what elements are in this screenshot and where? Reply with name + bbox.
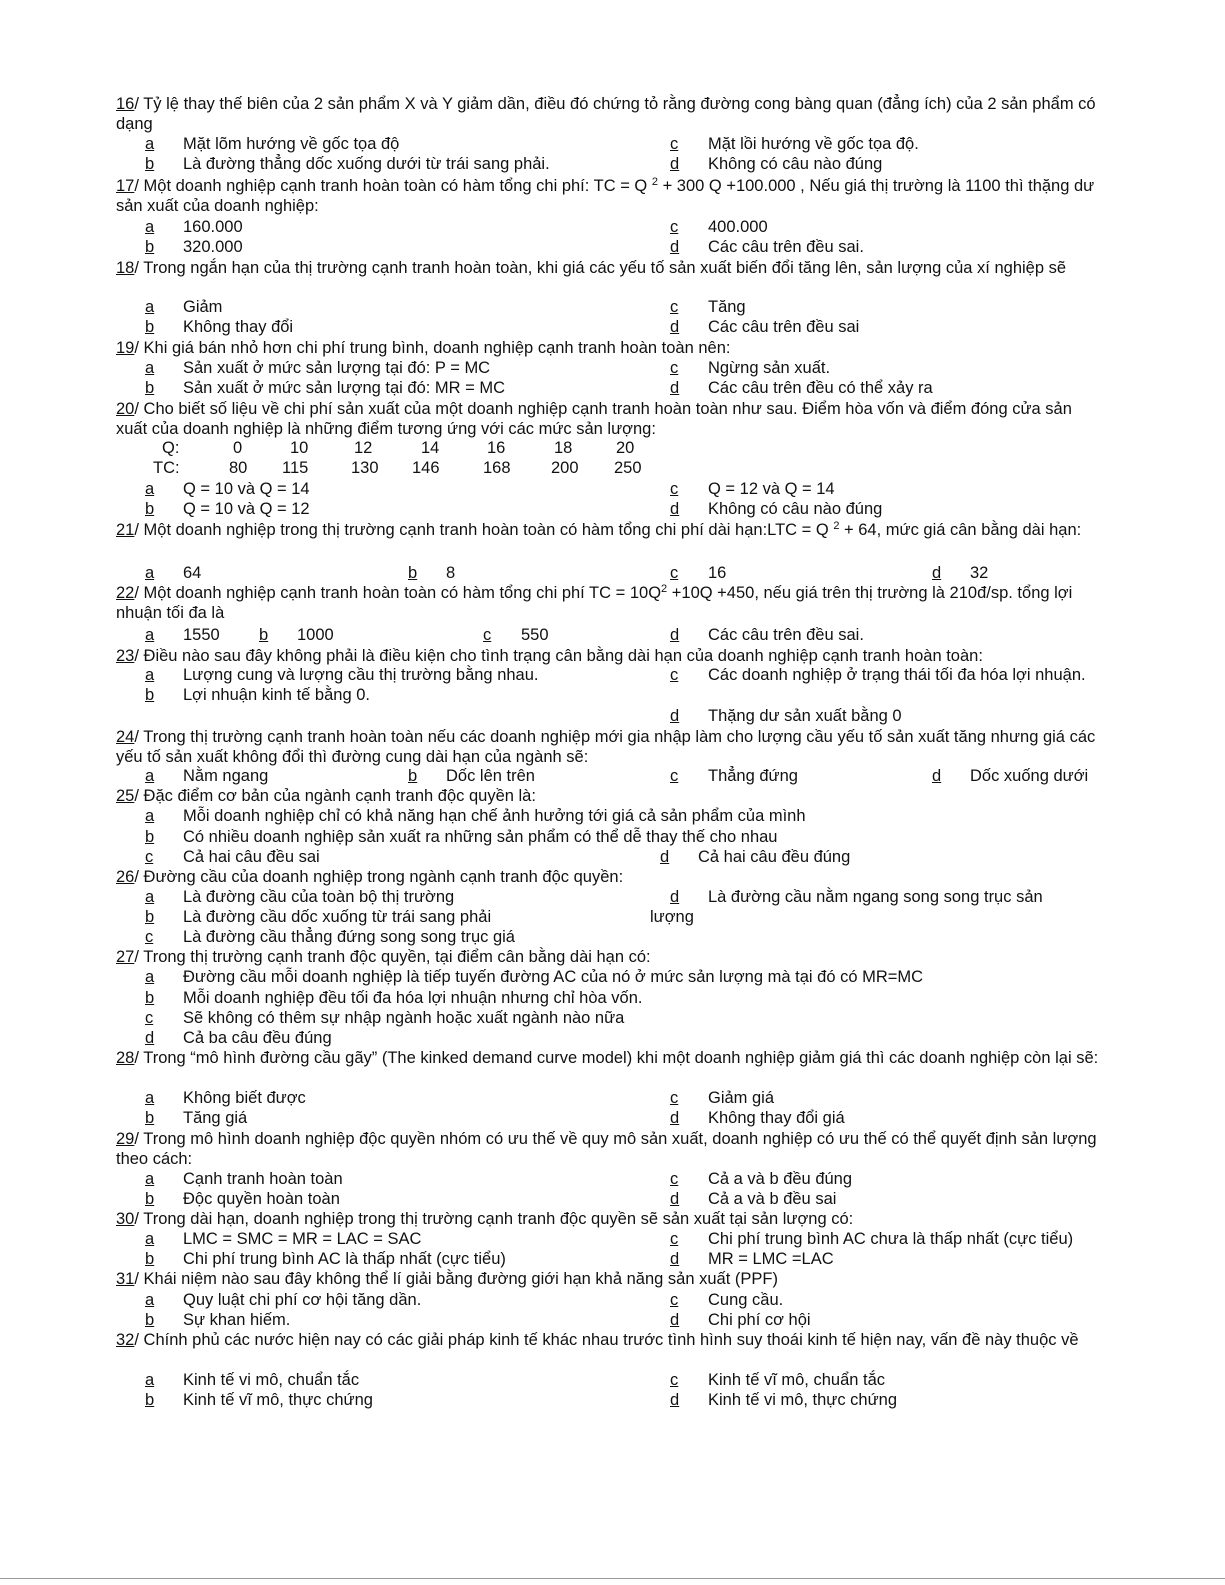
option-30d[interactable]: d MR = LMC =LAC — [670, 1250, 834, 1268]
option-32b[interactable]: b Kinh tế vĩ mô, thực chứng — [145, 1391, 373, 1409]
tc-value: 200 — [551, 459, 579, 477]
option-28c[interactable]: c Giảm giá — [670, 1089, 775, 1107]
option-21d[interactable]: d 32 — [932, 564, 989, 582]
option-22c[interactable]: c 550 — [483, 626, 549, 644]
option-26c[interactable]: c Là đường cầu thẳng đứng song song trục giá — [145, 928, 515, 946]
option-31a[interactable]: a Quy luật chi phí cơ hội tăng dần. — [145, 1291, 422, 1309]
option-25d[interactable]: d Cả hai câu đều đúng — [660, 848, 851, 866]
question-18: 18/ Trong ngắn hạn của thị trường cạnh tranh hoàn toàn, khi giá các yếu tố sản xuất biến đổi tăng lên, sản lượng của xí nghiệp sẽ — [116, 259, 1067, 277]
tc-value: 168 — [483, 459, 511, 477]
option-22b[interactable]: b 1000 — [259, 626, 334, 644]
option-20b[interactable]: b Q = 10 và Q = 12 — [145, 500, 310, 518]
option-16d[interactable]: d Không có câu nào đúng — [670, 155, 883, 173]
option-24c[interactable]: c Thẳng đứng — [670, 767, 798, 785]
option-25b[interactable]: b Có nhiều doanh nghiệp sản xuất ra những sản phẩm có thể dễ thay thế cho nhau — [145, 828, 778, 846]
option-18a[interactable]: a Giảm — [145, 298, 223, 316]
option-26d-wrap: lượng — [650, 908, 694, 926]
option-24a[interactable]: a Nằm ngang — [145, 767, 269, 785]
option-30a[interactable]: a LMC = SMC = MR = LAC = SAC — [145, 1230, 422, 1248]
option-21b[interactable]: b 8 — [408, 564, 456, 582]
option-20d[interactable]: d Không có câu nào đúng — [670, 500, 883, 518]
option-27d[interactable]: d Cả ba câu đều đúng — [145, 1029, 332, 1047]
option-30c[interactable]: c Chi phí trung bình AC chưa là thấp nhất (cực tiểu) — [670, 1230, 1074, 1248]
tc-value: 130 — [351, 459, 379, 477]
question-24: 24/ Trong thị trường cạnh tranh hoàn toàn nếu các doanh nghiệp mới gia nhập làm cho lượng cầu yếu tố sản xuất tăng nhưng giá các yếu tố sản xuất không đổi thì đường cung dài hạn của ngành sẽ: — [116, 728, 1096, 766]
option-20c[interactable]: c Q = 12 và Q = 14 — [670, 480, 835, 498]
question-32: 32/ Chính phủ các nước hiện nay có các giải pháp kinh tế khác nhau trước tình hình suy thoái kinh tế hiện nay, vấn đề này thuộc về — [116, 1331, 1079, 1349]
question-22: 22/ Một doanh nghiệp cạnh tranh hoàn toàn có hàm tổng chi phí TC = $10Q^2 +10Q +450$, nếu giá trên thị trường là 210đ/sp. tổng lợi nhuận tối đa là — [116, 583, 1073, 622]
option-29a[interactable]: a Cạnh tranh hoàn toàn — [145, 1170, 343, 1188]
option-26d[interactable]: d Là đường cầu nằm ngang song song trục sản — [670, 888, 1043, 906]
option-19d[interactable]: d Các câu trên đều có thể xảy ra — [670, 379, 933, 397]
option-22a[interactable]: a 1550 — [145, 626, 220, 644]
question-31: 31/ Khái niệm nào sau đây không thể lí giải bằng đường giới hạn khả năng sản xuất (PPF) — [116, 1270, 778, 1288]
question-30: 30/ Trong dài hạn, doanh nghiệp trong thị trường cạnh tranh độc quyền sẽ sản xuất tại sản lượng có: — [116, 1210, 854, 1228]
tc-value: 115 — [282, 459, 309, 477]
option-27b[interactable]: b Mỗi doanh nghiệp đều tối đa hóa lợi nhuận nhưng chỉ hòa vốn. — [145, 989, 643, 1007]
question-27: 27/ Trong thị trường cạnh tranh độc quyền, tại điểm cân bằng dài hạn có: — [116, 948, 651, 966]
option-32a[interactable]: a Kinh tế vi mô, chuẩn tắc — [145, 1371, 360, 1389]
option-27c[interactable]: c Sẽ không có thêm sự nhập ngành hoặc xuất ngành nào nữa — [145, 1009, 625, 1027]
option-31d[interactable]: d Chi phí cơ hội — [670, 1311, 811, 1329]
option-23b[interactable]: b Lợi nhuận kinh tế bằng 0. — [145, 686, 370, 704]
question-26: 26/ Đường cầu của doanh nghiệp trong ngành cạnh tranh độc quyền: — [116, 868, 624, 886]
option-28a[interactable]: a Không biết được — [145, 1089, 306, 1107]
option-16a[interactable]: a Mặt lõm hướng về gốc tọa độ — [145, 135, 400, 153]
option-27a[interactable]: a Đường cầu mỗi doanh nghiệp là tiếp tuyến đường AC của nó ở mức sản lượng mà tại đó có MR=MC — [145, 968, 924, 986]
option-28d[interactable]: d Không thay đổi giá — [670, 1109, 845, 1127]
question-25: 25/ Đặc điểm cơ bản của ngành cạnh tranh độc quyền là: — [116, 787, 536, 805]
option-17c[interactable]: c 400.000 — [670, 218, 768, 236]
question-21: 21/ Một doanh nghiệp trong thị trường cạnh tranh hoàn toàn có hàm tổng chi phí dài hạn:LTC = Q $^2$ + 64, mức giá cân bằng dài hạn: — [116, 520, 1082, 539]
q-label: Q: — [162, 439, 180, 457]
option-24b[interactable]: b Dốc lên trên — [408, 767, 535, 785]
option-21c[interactable]: c 16 — [670, 564, 727, 582]
option-26a[interactable]: a Là đường cầu của toàn bộ thị trường — [145, 888, 455, 906]
option-23d[interactable]: d Thặng dư sản xuất bằng 0 — [670, 707, 902, 725]
option-16b[interactable]: b Là đường thẳng dốc xuống dưới từ trái sang phải. — [145, 155, 550, 173]
option-17b[interactable]: b 320.000 — [145, 238, 243, 256]
page-bottom-rule — [0, 1578, 1225, 1579]
cost-table — [0, 438, 700, 480]
option-19a[interactable]: a Sản xuất ở mức sản lượng tại đó: P = MC — [145, 359, 491, 377]
option-24d[interactable]: d Dốc xuống dưới — [932, 767, 1089, 785]
tc-value: 250 — [614, 459, 642, 477]
option-20a[interactable]: a Q = 10 và Q = 14 — [145, 480, 310, 498]
option-18d[interactable]: d Các câu trên đều sai — [670, 318, 860, 336]
q-value: 0 — [233, 439, 243, 457]
option-17d[interactable]: d Các câu trên đều sai. — [670, 238, 864, 256]
option-32c[interactable]: c Kinh tế vĩ mô, chuẩn tắc — [670, 1371, 886, 1389]
question-23: 23/ Điều nào sau đây không phải là điều kiện cho tình trạng cân bằng dài hạn của doanh nghiệp cạnh tranh hoàn toàn: — [116, 647, 983, 665]
option-29b[interactable]: b Độc quyền hoàn toàn — [145, 1190, 340, 1208]
question-20: 20/ Cho biết số liệu về chi phí sản xuất của một doanh nghiệp cạnh tranh hoàn toàn như sau. Điểm hòa vốn và điểm đóng cửa sản xuất của doanh nghiệp là những điểm tương ứng với các mức sản lượng: — [116, 400, 1072, 438]
option-25c[interactable]: c Cả hai câu đều sai — [145, 848, 320, 866]
option-19b[interactable]: b Sản xuất ở mức sản lượng tại đó: MR = MC — [145, 379, 506, 397]
option-19c[interactable]: c Ngừng sản xuất. — [670, 359, 831, 377]
q-value: 10 — [290, 439, 309, 457]
q-value: 14 — [421, 439, 440, 457]
option-31b[interactable]: b Sự khan hiếm. — [145, 1311, 291, 1329]
option-25a[interactable]: a Mỗi doanh nghiệp chỉ có khả năng hạn chế ảnh hưởng tới giá cả sản phẩm của mình — [145, 807, 806, 825]
option-26b[interactable]: b Là đường cầu dốc xuống từ trái sang phải — [145, 908, 492, 926]
option-30b[interactable]: b Chi phí trung bình AC là thấp nhất (cực tiểu) — [145, 1250, 506, 1268]
question-19: 19/ Khi giá bán nhỏ hơn chi phí trung bình, doanh nghiệp cạnh tranh hoàn toàn nên: — [116, 339, 731, 357]
question-16: 16/ Tỷ lệ thay thế biên của 2 sản phẩm X và Y giảm dần, điều đó chứng tỏ rằng đường cong bàng quan (đẳng ích) của 2 sản phẩm có dạng — [116, 95, 1096, 133]
option-22d[interactable]: d Các câu trên đều sai. — [670, 626, 864, 644]
question-28: 28/ Trong “mô hình đường cầu gãy” (The kinked demand curve model) khi một doanh nghiệp giảm giá thì các doanh nghiệp còn lại sẽ: — [116, 1049, 1099, 1067]
tc-label: TC: — [153, 459, 180, 477]
option-31c[interactable]: c Cung cầu. — [670, 1291, 784, 1309]
option-17a[interactable]: a 160.000 — [145, 218, 243, 236]
option-16c[interactable]: c Mặt lồi hướng về gốc tọa độ. — [670, 135, 919, 153]
q-value: 16 — [487, 439, 506, 457]
tc-value: 146 — [412, 459, 440, 477]
option-18b[interactable]: b Không thay đổi — [145, 318, 294, 336]
tc-value: 80 — [229, 459, 248, 477]
option-29c[interactable]: c Cả a và b đều đúng — [670, 1170, 853, 1188]
option-32d[interactable]: d Kinh tế vi mô, thực chứng — [670, 1391, 898, 1409]
option-23c[interactable]: c Các doanh nghiệp ở trạng thái tối đa hóa lợi nhuận. — [670, 666, 1086, 684]
q-value: 20 — [616, 439, 635, 457]
option-28b[interactable]: b Tăng giá — [145, 1109, 248, 1127]
question-17: 17/ Một doanh nghiệp cạnh tranh hoàn toàn có hàm tổng chi phí: TC = Q $^2$ + 300 Q +100.000 , Nếu giá thị trường là 1100 thì thặng dư sản xuất của doanh nghiệp: — [116, 176, 1095, 215]
q-value: 12 — [354, 439, 373, 457]
option-23a[interactable]: a Lượng cung và lượng cầu thị trường bằng nhau. — [145, 666, 539, 684]
question-29: 29/ Trong mô hình doanh nghiệp độc quyền nhóm có ưu thế về quy mô sản xuất, doanh nghiệp có ưu thế có thể quyết định sản lượng theo cách: — [116, 1130, 1097, 1168]
option-21a[interactable]: a 64 — [145, 564, 202, 582]
option-29d[interactable]: d Cả a và b đều sai — [670, 1190, 837, 1208]
q-value: 18 — [554, 439, 573, 457]
option-18c[interactable]: c Tăng — [670, 298, 746, 316]
